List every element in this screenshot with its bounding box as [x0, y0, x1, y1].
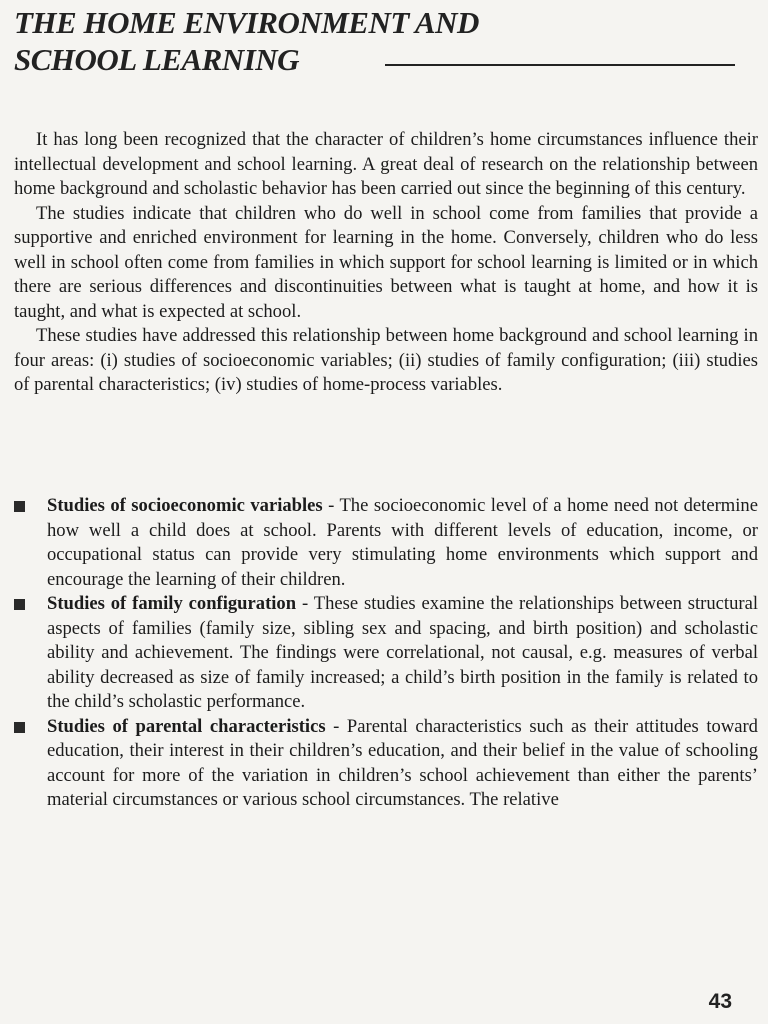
- bullet-item: [14, 494, 758, 592]
- bullet-heading: Studies of socioeconomic variables: [47, 495, 323, 516]
- bullet-heading: Studies of parental characteristics: [47, 715, 326, 737]
- square-bullet-icon: [14, 501, 25, 512]
- paragraph: It has long been recognized that the character of children’s home circumstances influence their intellectual development and school learning. A great deal of research on the relationship between home background and scholastic behavior has been carried out since the beginning of this century.: [14, 129, 758, 199]
- square-bullet-icon: [14, 599, 25, 610]
- bullet-list: [14, 494, 758, 813]
- bullet-text: - These studies examine the relationships between structural aspects of families (family size, sibling sex and spacing, and birth position) and scholastic ability and achievement. The findings were correlational, not causal, e.g. measures of verbal ability decreased as size of family increased; a child’s birth position in the family is related to the child’s scholastic performance.: [47, 593, 758, 712]
- title-rule: [385, 64, 735, 66]
- bullet-item: [14, 715, 758, 813]
- square-bullet-icon: [14, 722, 25, 733]
- title-line-1: THE HOME ENVIRONMENT AND: [14, 5, 479, 40]
- bullet-text: - The socioeconomic level of a home need not determine how well a child does at school. Parents with different levels of education, income, or occupational status can provide very stimulating home environments which support and encourage the learning of their children.: [47, 495, 758, 590]
- page-title: [14, 4, 754, 78]
- bullet-item: [14, 592, 758, 715]
- intro-text: [14, 128, 758, 398]
- paragraph: The studies indicate that children who do well in school come from families that provide a supportive and enriched environment for learning in the home. Conversely, children who do less well in school often come from families in which support for school learning is limited or in which there are serious differences and discontinuities between what is taught at home, and how it is taught, and what is expected at school.: [14, 202, 758, 322]
- paragraph: These studies have addressed this relationship between home background and school learning in four areas: (i) studies of socioeconomic variables; (ii) studies of family configuration; (iii) studies of parental characteristics; (iv) studies of home-process variables.: [14, 325, 758, 395]
- title-line-2: SCHOOL LEARNING: [14, 42, 300, 77]
- page-number: 43: [708, 990, 732, 1013]
- bullet-text: - Parental characteristics such as their attitudes toward education, their interest in their children’s education, and their belief in the value of schooling account for more of the variation in children’s school achievement than either the parents’ material circumstances or various school circumstances. The relative: [47, 715, 758, 810]
- bullet-heading: Studies of family configuration: [47, 593, 297, 614]
